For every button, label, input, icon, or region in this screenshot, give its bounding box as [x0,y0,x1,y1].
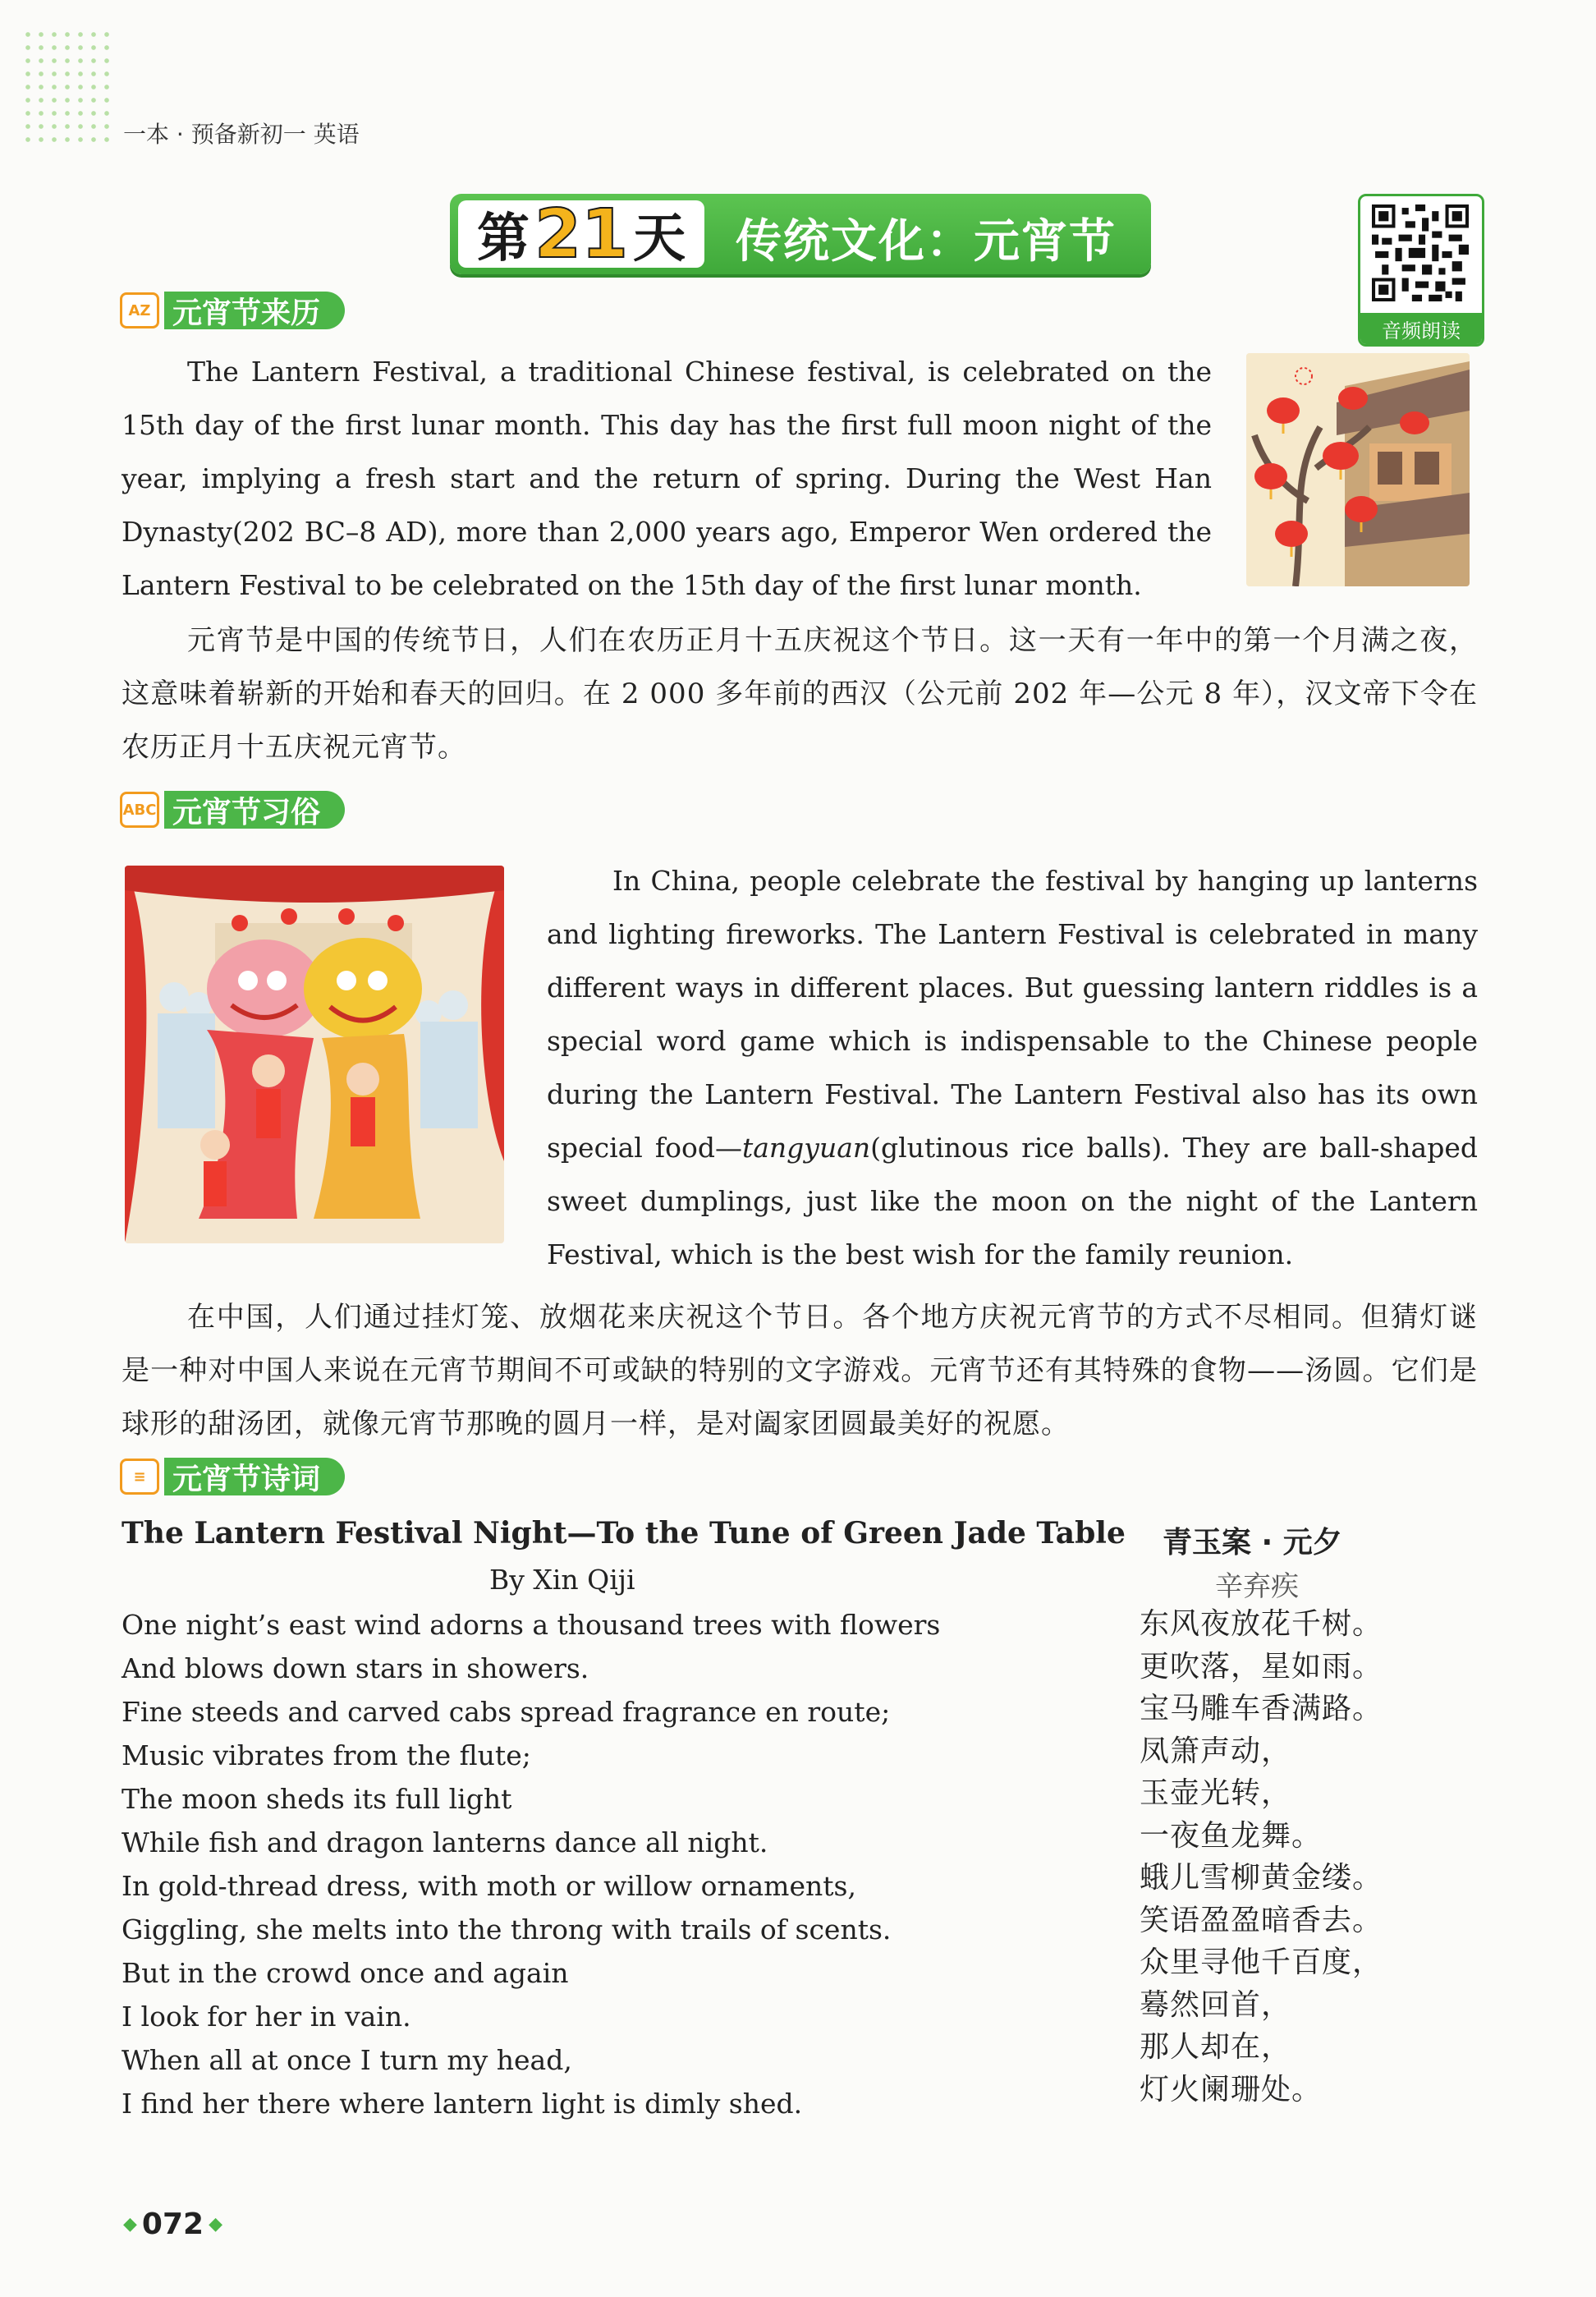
section-header-history [120,289,371,332]
history-cn-paragraph: 元宵节是中国的传统节日，人们在农历正月十五庆祝这个节日。这一天有一年中的第一个月满之夜，这意味着崭新的开始和春天的回归。在 2 000 多年前的西汉（公元前 202 年—公元 8 年），汉文帝下令在农历正月十五庆祝元宵节。 [122,624,1478,764]
poem-line: 蛾儿雪柳黄金缕。 [1140,1861,1383,1895]
poem-line: 一夜鱼龙舞。 [1140,1818,1323,1853]
customs-text-after: (glutinous rice balls). They are ball-shaped sweet dumplings, just like the moon on the night of the Lantern Festival, which is the best wish for the family reunion. [547,1132,1478,1270]
lantern-house-icon [1246,353,1470,586]
poem-author-cn: 辛弃疾 [1215,1570,1299,1603]
section-title: 元宵节来历 [164,292,345,329]
qr-code-card[interactable] [1358,194,1484,347]
poem-line: And blows down stars in showers. [122,1652,589,1684]
section-title: 元宵节习俗 [164,791,345,829]
poem-line: In gold-thread dress, with moth or willow ornaments, [122,1870,856,1902]
poem-author-en: By Xin Qiji [489,1564,635,1596]
poem-line: 凤箫声动， [1140,1734,1292,1768]
customs-en-paragraph [547,854,1478,1281]
poem-line: 宝马雕车香满路。 [1140,1692,1383,1725]
page-title: 传统文化：元宵节 [736,215,1117,269]
poem-line: But in the crowd once and again [122,1957,569,1989]
poem-line: 笑语盈盈暗香去。 [1140,1903,1383,1937]
poem-lines-en [122,1603,940,2125]
diamond-icon: ◆ [209,2214,222,2235]
decorative-dots [21,28,112,143]
poem-line: I find her there where lantern light is dimly shed. [122,2088,803,2120]
qr-code-icon [1372,204,1469,301]
abc-icon: ABC [120,792,159,828]
audio-reading-label: 音频朗读 [1360,313,1482,344]
poem-line: 东风夜放花千树。 [1140,1607,1383,1641]
page-number [118,2207,227,2241]
lion-dance-icon [125,866,504,1243]
poem-line: 蓦然回首， [1140,1987,1292,2022]
poem-line: 玉壶光转， [1140,1776,1292,1810]
poem-line: I look for her in vain. [122,2001,411,2033]
tangyuan-term: tangyuan [741,1132,871,1164]
section-header-poetry [120,1455,371,1498]
poem-line: The moon sheds its full light [122,1783,512,1815]
poem-line: Giggling, she melts into the throng with trails of scents. [122,1913,892,1946]
section-header-customs [120,788,371,831]
day-label [458,195,704,273]
day-number: 21 [534,195,629,273]
page-number-value: 072 [141,2207,204,2241]
customs-cn-paragraph: 在中国，人们通过挂灯笼、放烟花来庆祝这个节日。各个地方庆祝元宵节的方式不尽相同。但猜灯谜是一种对中国人来说在元宵节期间不可或缺的特别的文字游戏。元宵节还有其特殊的食物——汤圆。它们是球形的甜汤团，就像元宵节那晚的圆月一样，是对阖家团圆最美好的祝愿。 [122,1301,1478,1440]
poem-title-cn: 青玉案 · 元夕 [1163,1526,1342,1560]
day-prefix: 第 [476,209,530,269]
az-icon: AZ [120,292,159,328]
title-banner [450,194,1151,274]
history-en-paragraph: The Lantern Festival, a traditional Chinese festival, is celebrated on the 15th day of the first lunar month. This day has the first full moon night of the year, implying a fresh start and the return of spring. During the West Han Dynasty(202 BC–8 AD), more than 2,000 years ago, Emperor Wen ordered the Lantern Festival to be celebrated on the 15th day of the first lunar month. [122,356,1212,601]
diamond-icon: ◆ [123,2214,137,2235]
poem-line: While fish and dragon lanterns dance all night. [122,1826,768,1858]
section-title: 元宵节诗词 [164,1458,345,1495]
document-icon: ≡ [120,1459,159,1495]
lion-dance-illustration [125,866,504,1243]
poem-title-en: The Lantern Festival Night—To the Tune of Green Jade Table [122,1516,1126,1550]
running-head: 一本 · 预备新初一 英语 [123,121,360,148]
poem-line: When all at once I turn my head, [122,2044,572,2076]
customs-text-before: In China, people celebrate the festival by hanging up lanterns and lighting fireworks. The Lantern Festival is celebrated in many different ways in different places. But guessing lantern riddles is a special word game which is indispensable to the Chinese people during the Lantern Festival. The Lantern Festival also has its own special food— [547,865,1478,1164]
poem-line: One night’s east wind adorns a thousand trees with flowers [122,1609,941,1641]
poem-line: 众里寻他千百度， [1140,1946,1383,1979]
poem-line: 那人却在， [1140,2030,1292,2064]
poem-line: Music vibrates from the flute; [122,1739,531,1771]
poem-line: 灯火阑珊处。 [1140,2072,1323,2106]
poem-line: 更吹落，星如雨。 [1140,1649,1383,1684]
poem-lines-cn [1140,1603,1383,2111]
lantern-house-illustration [1246,353,1470,586]
poem-line: Fine steeds and carved cabs spread fragrance en route; [122,1696,891,1728]
day-suffix: 天 [633,209,686,269]
